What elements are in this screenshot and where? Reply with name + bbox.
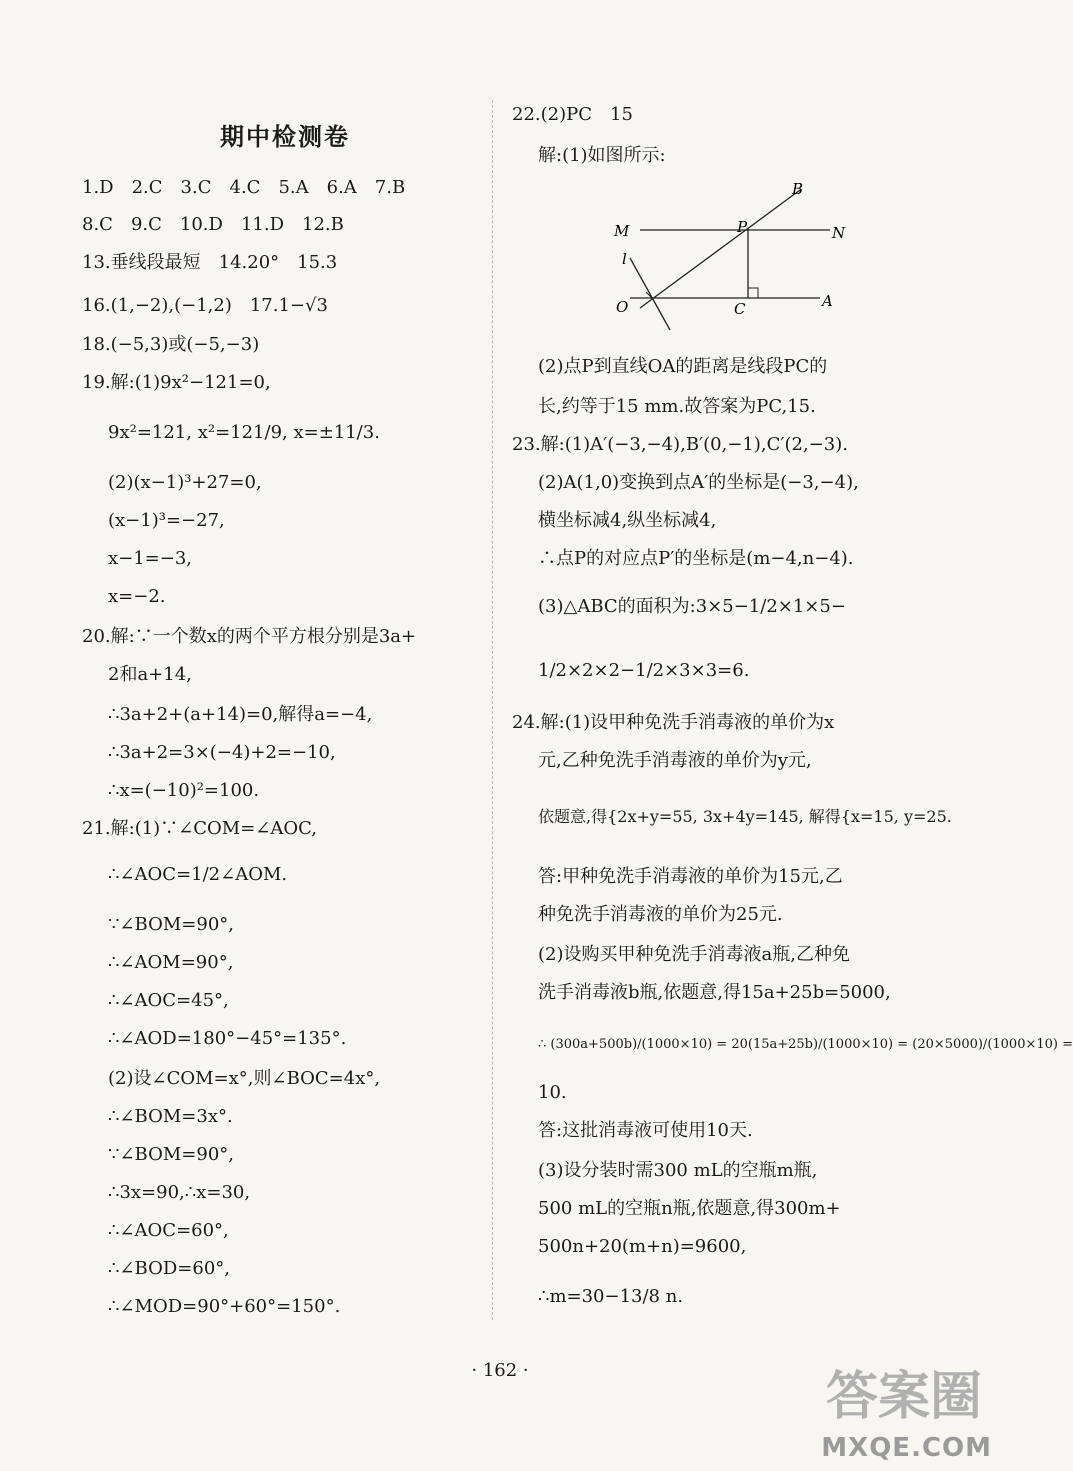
answer-line: 22.(2)PC 15 — [512, 104, 633, 125]
answer-line: 横坐标减4,纵坐标减4, — [538, 510, 717, 531]
label-l: l — [622, 250, 627, 268]
watermark-url: MXQE.COM — [821, 1433, 992, 1463]
answer-line: 1.D 2.C 3.C 4.C 5.A 6.A 7.B — [82, 177, 406, 198]
answer-line: 500 mL的空瓶n瓶,依题意,得300m+ — [538, 1198, 841, 1219]
answer-line: ∴∠AOC=45°, — [108, 990, 229, 1011]
answer-line: (2)点P到直线OA的距离是线段PC的 — [538, 356, 828, 377]
answer-line: (2)设购买甲种免洗手消毒液a瓶,乙种免 — [538, 944, 850, 965]
answer-line: 洗手消毒液b瓶,依题意,得15a+25b=5000, — [538, 982, 891, 1003]
answer-line: x−1=−3, — [108, 548, 193, 569]
answer-line: ∴3x=90,∴x=30, — [108, 1182, 251, 1203]
right-angle-mark-c — [748, 288, 758, 298]
answer-line: ∴ (300a+500b)/(1000×10) = 20(15a+25b)/(1000×10) = (20×5000)/(1000×10) = — [538, 1037, 1073, 1052]
answer-line: 20.解:∵一个数x的两个平方根分别是3a+ — [82, 626, 417, 647]
answer-line: 21.解:(1)∵∠COM=∠AOC, — [82, 818, 318, 839]
answer-line: 长,约等于15 mm.故答案为PC,15. — [538, 396, 816, 417]
answer-line: 种免洗手消毒液的单价为25元. — [538, 904, 783, 925]
line-l — [630, 258, 670, 330]
answer-line: ∴∠BOD=60°, — [108, 1258, 230, 1279]
answer-line: ∴3a+2=3×(−4)+2=−10, — [108, 742, 336, 763]
answer-line: 元,乙种免洗手消毒液的单价为y元, — [538, 750, 812, 771]
label-n: N — [832, 224, 846, 242]
answer-line: 1/2×2×2−1/2×3×3=6. — [538, 660, 750, 681]
answer-line: ∴∠AOC=1/2∠AOM. — [108, 864, 288, 885]
answer-line: ∴3a+2+(a+14)=0,解得a=−4, — [108, 704, 373, 725]
answer-line: 2和a+14, — [108, 664, 192, 685]
answer-line: ∴m=30−13/8 n. — [538, 1286, 684, 1307]
answer-line: (x−1)³=−27, — [108, 510, 225, 531]
answer-line: 18.(−5,3)或(−5,−3) — [82, 334, 260, 355]
answer-line: (3)△ABC的面积为:3×5−1/2×1×5− — [538, 596, 846, 617]
answer-line: 8.C 9.C 10.D 11.D 12.B — [82, 214, 344, 235]
answer-line: 19.解:(1)9x²−121=0, — [82, 372, 271, 393]
answer-line: ∵∠BOM=90°, — [108, 914, 234, 935]
label-c: C — [734, 300, 746, 318]
answer-line: ∴∠AOM=90°, — [108, 952, 234, 973]
label-b: B — [792, 180, 804, 198]
answer-line: 500n+20(m+n)=9600, — [538, 1236, 747, 1257]
answer-line: (2)(x−1)³+27=0, — [108, 472, 262, 493]
answer-line: ∵∠BOM=90°, — [108, 1144, 234, 1165]
answer-line: 解:(1)如图所示: — [538, 145, 666, 166]
answer-line: ∴∠MOD=90°+60°=150°. — [108, 1296, 341, 1317]
line-ob — [640, 190, 800, 308]
answer-line: ∴x=(−10)²=100. — [108, 780, 260, 801]
answer-line: 依题意,得{2x+y=55, 3x+4y=145, 解得{x=15, y=25. — [538, 807, 952, 826]
answer-line: ∴点P的对应点P′的坐标是(m−4,n−4). — [538, 548, 854, 569]
label-a: A — [822, 292, 833, 310]
answer-line: 10. — [538, 1082, 567, 1103]
page-number: · 162 · — [471, 1360, 529, 1381]
answer-line: ∴∠AOC=60°, — [108, 1220, 229, 1241]
column-divider — [492, 100, 493, 1320]
answer-line: 23.解:(1)A′(−3,−4),B′(0,−1),C′(2,−3). — [512, 434, 848, 455]
watermark-logo: 答案圈 — [825, 1367, 982, 1427]
answer-line: ∴∠AOD=180°−45°=135°. — [108, 1028, 347, 1049]
label-o: O — [616, 298, 629, 316]
answer-line: ∴∠BOM=3x°. — [108, 1106, 233, 1127]
answer-line: 答:甲种免洗手消毒液的单价为15元,乙 — [538, 866, 843, 887]
answer-line: x=−2. — [108, 586, 166, 607]
answer-line: 24.解:(1)设甲种免洗手消毒液的单价为x — [512, 712, 835, 733]
answer-line: 9x²=121, x²=121/9, x=±11/3. — [108, 422, 380, 443]
geometry-figure — [610, 180, 850, 340]
answer-line: 16.(1,−2),(−1,2) 17.1−√3 — [82, 295, 328, 316]
page-title: 期中检测卷 — [220, 123, 350, 151]
label-p: P — [737, 218, 748, 236]
answer-line: 13.垂线段最短 14.20° 15.3 — [82, 252, 338, 273]
answer-line: (2)设∠COM=x°,则∠BOC=4x°, — [108, 1068, 381, 1089]
answer-line: (3)设分装时需300 mL的空瓶m瓶, — [538, 1160, 818, 1181]
answer-line: (2)A(1,0)变换到点A′的坐标是(−3,−4), — [538, 472, 859, 493]
answer-line: 答:这批消毒液可使用10天. — [538, 1120, 753, 1141]
label-m: M — [614, 222, 630, 240]
